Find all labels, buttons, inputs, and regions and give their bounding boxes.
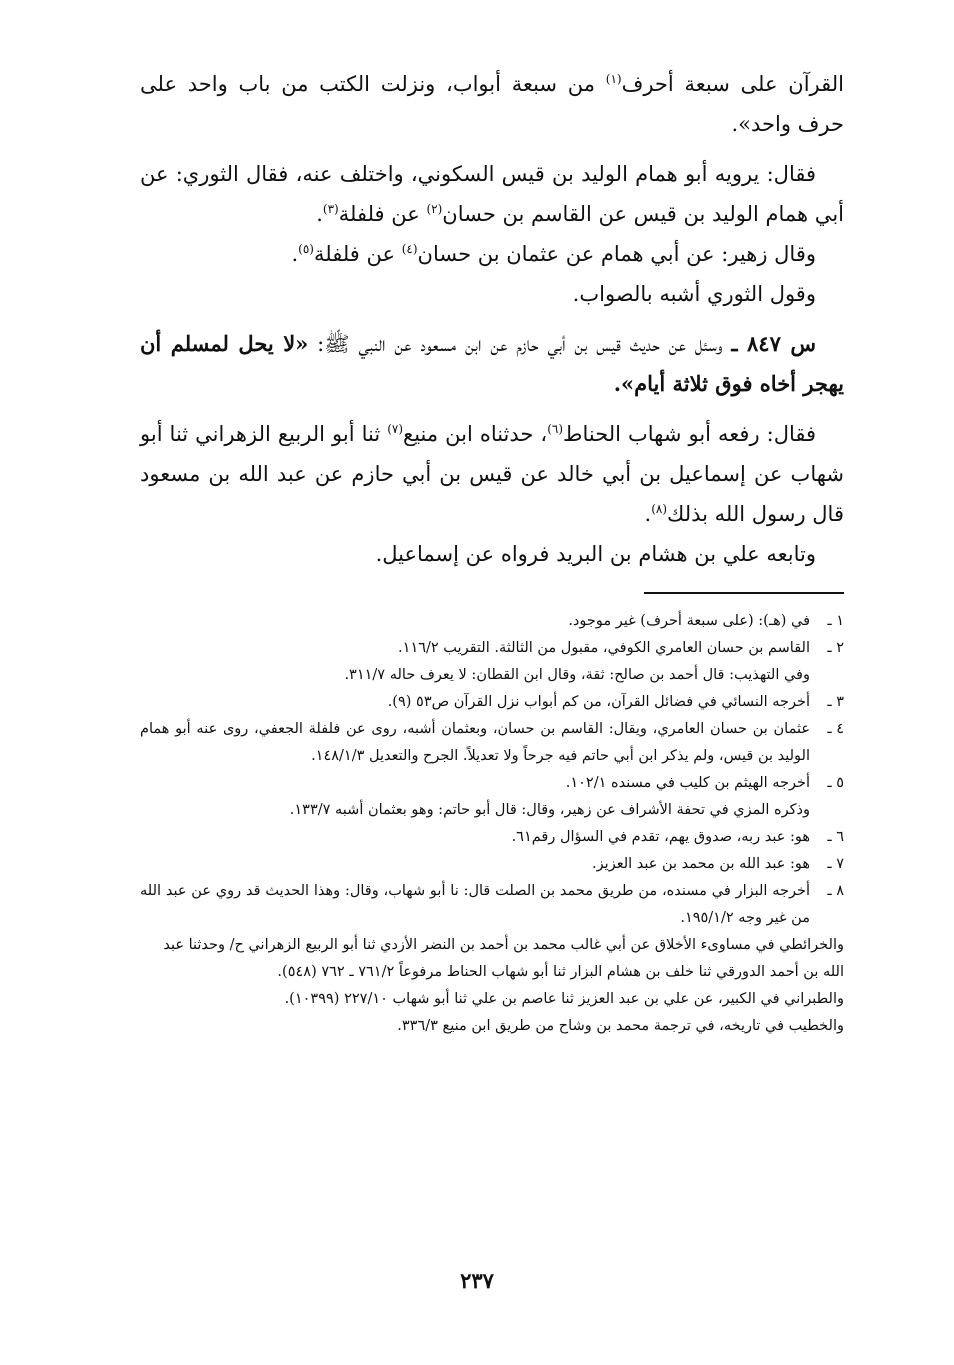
footnote-2: ٢ ـ القاسم بن حسان العامري الكوفي، مقبول من الثالثة. التقريب ١١٦/٢. <box>398 640 844 656</box>
paragraph-4: وقول الثوري أشبه بالصواب. <box>572 282 816 306</box>
footnote-7: ٧ ـ هو: عبد الله بن محمد بن عبد العزيز. <box>592 856 844 872</box>
footnote-2-continued: وفي التهذيب: قال أحمد بن صالح: ثقة، وقال ابن القطان: لا يعرف حاله ٣١١/٧. <box>344 667 810 683</box>
paragraph-7: وتابعه علي بن هشام بن البريد فرواه عن إسماعيل. <box>375 542 816 566</box>
footnotes <box>140 608 844 1040</box>
footnote-8: ٨ ـ أخرجه البزار في مسنده، من طريق محمد بن الصلت قال: نا أبو شهاب، وقال: وهذا الحديث قد روي عن عبد الله من غير وجه ١٩٥/١/٢. <box>140 883 844 926</box>
footnote-4: ٤ ـ عثمان بن حسان العامري، ويقال: القاسم بن حسان، وبعثمان أشبه، روى عن فلفلة الجعفي، روى عنه أبو همام الوليد بن قيس، ولم يذكر ابن أبي حاتم فيه جرحاً ولا تعديلاً. الجرح والتعديل ١٤٨/١/٣. <box>140 721 844 764</box>
footnote-marker-2[interactable]: (٢) <box>426 202 443 216</box>
page-number: ٢٣٧ <box>460 1268 494 1293</box>
footnote-8-continued-1: والخرائطي في مساوىء الأخلاق عن أبي غالب محمد بن أحمد بن النضر الأزدي ثنا أبو الربيع الزهراني ح/ وحدثنا عبد الله بن أحمد الدورقي ثنا خلف بن هشام البزار ثنا أبو شهاب الحناط مرفوعاً ٧٦١/٢ ـ ٧٦٢ (٥٤٨). <box>163 937 844 980</box>
footnote-1: ١ ـ في (هـ): (على سبعة أحرف) غير موجود. <box>568 613 844 629</box>
paragraph-3: وقال زهير: عن أبي همام عن عثمان بن حسان$^{(٤)}$ عن فلفلة$^{(٥)}$. <box>291 242 816 266</box>
footnote-8-continued-2: والطبراني في الكبير، عن علي بن عبد العزيز ثنا عاصم بن علي ثنا أبو شهاب ٢٢٧/١٠ (١٠٣٩٩). <box>284 991 844 1007</box>
footnote-marker-8[interactable]: (٨) <box>651 502 668 516</box>
footnote-marker-5[interactable]: (٥) <box>298 242 314 256</box>
footnote-separator <box>644 592 844 594</box>
footnote-8-continued-3: والخطيب في تاريخه، في ترجمة محمد بن وشاح من طريق ابن منيع ٣٣٦/٣. <box>397 1018 844 1034</box>
footnote-5-continued: وذكره المزي في تحفة الأشراف عن زهير، وقال: قال أبو حاتم: وهو بعثمان أشبه ١٣٣/٧. <box>289 802 810 818</box>
question-number: س ٨٤٧ ـ <box>731 331 816 356</box>
footnote-6: ٦ ـ هو: عبد ربه، صدوق يهم، تقدم في السؤال رقم٦١. <box>511 829 844 845</box>
footnote-3: ٣ ـ أخرجه النسائي في فضائل القرآن، من كم أبواب نزل القرآن ص٥٣ (٩). <box>387 694 844 710</box>
footnote-marker-7[interactable]: (٧) <box>387 422 404 436</box>
paragraph-6: فقال: رفعه أبو شهاب الحناط$^{(٦)}$، حدثناه ابن منيع$^{(٧)}$ ثنا أبو الربيع الزهراني ثنا أبو شهاب عن إسماعيل بن أبي خالد عن قيس بن أبي حازم عن عبد الله بن مسعود قال رسول الله بذلك$^{(٨)}$. <box>140 422 844 526</box>
main-text <box>140 64 844 574</box>
paragraph-2: فقال: يرويه أبو همام الوليد بن قيس السكوني، واختلف عنه، فقال الثوري: عن أبي همام الوليد بن قيس عن القاسم بن حسان$^{(٢)}$ عن فلفلة$^{(٣)}$. <box>140 162 844 226</box>
paragraph-1: القرآن على سبعة أحرف$^{(١)}$ من سبعة أبواب، ونزلت الكتب من باب واحد على حرف واحد». <box>140 72 844 136</box>
footnote-marker-1[interactable]: (١) <box>605 72 622 86</box>
question-paragraph: س ٨٤٧ ـ وسئل عن حديث قيس بن أبي حازم عن ابن مسعود عن النبي ﷺ: «لا يحل لمسلم أن يهجر أخاه فوق ثلاثة أيام». <box>140 331 844 396</box>
footnote-marker-3[interactable]: (٣) <box>322 202 339 216</box>
footnote-marker-4[interactable]: (٤) <box>401 242 418 256</box>
footnote-marker-6[interactable]: (٦) <box>547 422 564 436</box>
hadith-quote: «لا يحل لمسلم أن يهجر أخاه فوق ثلاثة أيام». <box>140 331 844 396</box>
footnote-5: ٥ ـ أخرجه الهيثم بن كليب في مسنده ١٠٢/١. <box>565 775 844 791</box>
